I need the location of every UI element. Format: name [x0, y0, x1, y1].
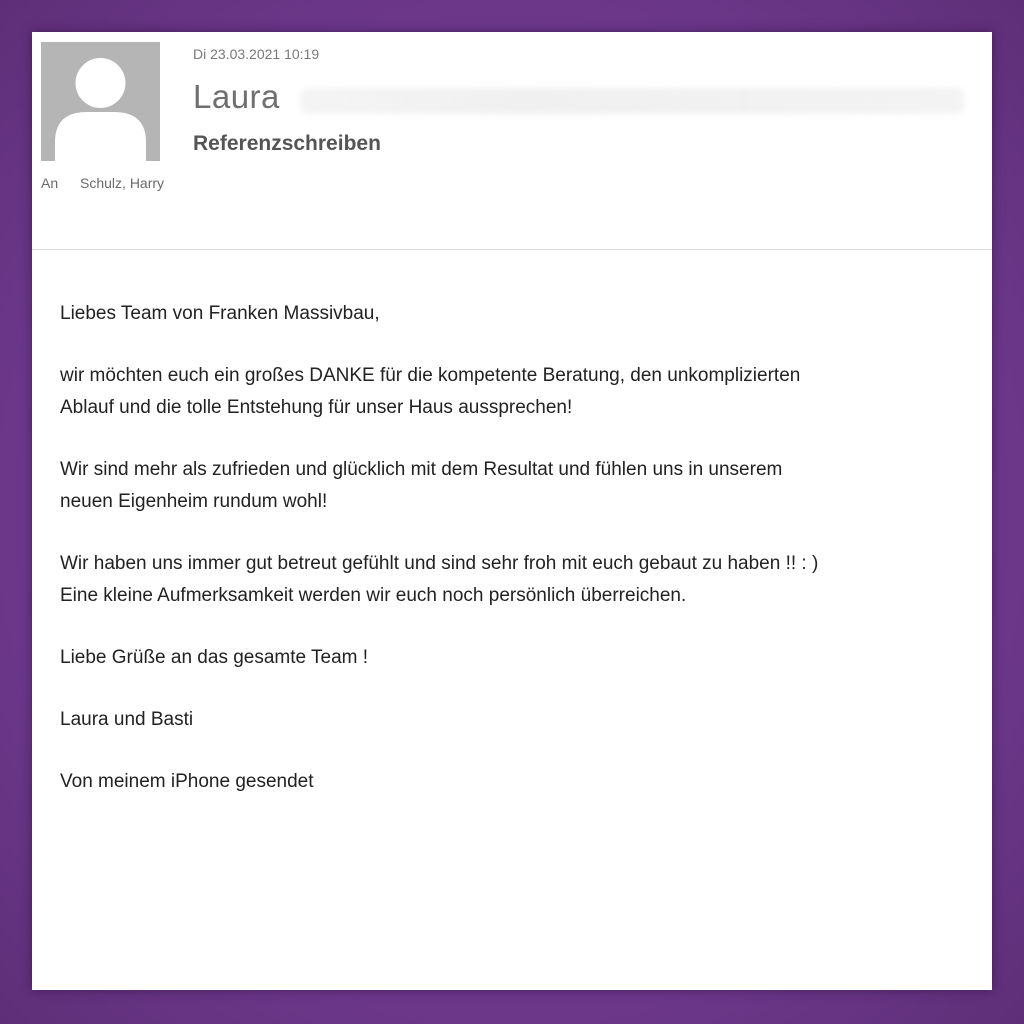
email-subject: Referenzschreiben — [193, 132, 381, 155]
paragraph-thanks — [60, 360, 975, 424]
recipient-name[interactable]: Schulz, Harry — [80, 175, 165, 191]
paragraph-line: Wir haben uns immer gut betreut gefühlt und sind sehr froh mit euch gebaut zu haben !! : ) — [60, 553, 819, 574]
signature: Laura und Basti — [60, 709, 194, 730]
paragraph-line: wir möchten euch ein großes DANKE für die kompetente Beratung, den unkomplizierten — [60, 365, 801, 386]
email-body — [60, 298, 975, 828]
paragraph-line: neuen Eigenheim rundum wohl! — [60, 491, 328, 512]
to-label: An — [41, 175, 59, 191]
redacted-sender-address — [300, 88, 964, 114]
sender-avatar — [41, 42, 160, 161]
paragraph-line: Wir sind mehr als zufrieden und glücklich mit dem Resultat und fühlen uns in unserem — [60, 459, 783, 480]
paragraph-support — [60, 548, 975, 612]
paragraph-satisfaction — [60, 454, 975, 518]
sender-name[interactable]: Laura — [193, 78, 280, 115]
mobile-footer: Von meinem iPhone gesendet — [60, 771, 314, 792]
recipient-row — [41, 175, 164, 191]
header-divider — [32, 249, 992, 250]
email-reading-pane — [32, 32, 992, 990]
closing: Liebe Grüße an das gesamte Team ! — [60, 647, 369, 668]
sent-date: Di 23.03.2021 10:19 — [193, 46, 320, 62]
paragraph-line: Ablauf und die tolle Entstehung für unser Haus aussprechen! — [60, 397, 573, 418]
greeting: Liebes Team von Franken Massivbau, — [60, 303, 380, 324]
paragraph-line: Eine kleine Aufmerksamkeit werden wir euch noch persönlich überreichen. — [60, 585, 687, 606]
person-placeholder-icon — [41, 42, 160, 161]
